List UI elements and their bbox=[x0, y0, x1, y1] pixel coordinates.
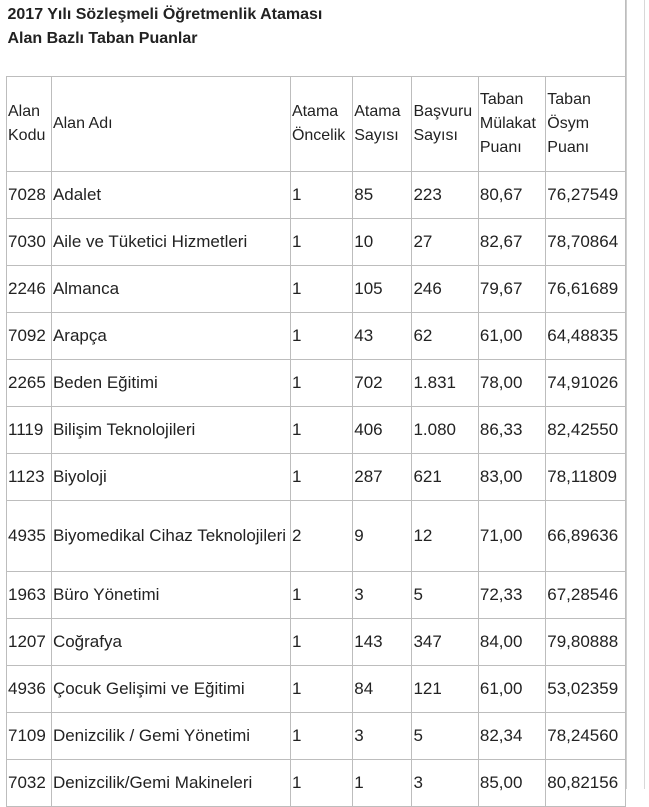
table-row bbox=[7, 407, 626, 454]
cell-count: 43 bbox=[353, 313, 412, 360]
cell-osym: 78,70864 bbox=[546, 219, 626, 266]
cell-code: 4936 bbox=[7, 666, 52, 713]
cell-count: 287 bbox=[353, 454, 412, 501]
cell-name: Bilişim Teknolojileri bbox=[51, 407, 290, 454]
caption-line-1: 2017 Yılı Sözleşmeli Öğretmenlik Ataması bbox=[7, 6, 323, 23]
cell-count: 10 bbox=[353, 219, 412, 266]
cell-priority: 1 bbox=[290, 666, 352, 713]
cell-priority: 1 bbox=[290, 172, 352, 219]
cell-count: 9 bbox=[353, 501, 412, 572]
header-taban-osym-puani: Taban Ösym Puanı bbox=[546, 77, 626, 172]
table-row bbox=[7, 172, 626, 219]
cell-count: 3 bbox=[353, 713, 412, 760]
cell-code: 2265 bbox=[7, 360, 52, 407]
cell-code: 1963 bbox=[7, 572, 52, 619]
cell-osym: 76,61689 bbox=[546, 266, 626, 313]
cell-interview: 83,00 bbox=[478, 454, 545, 501]
table-row bbox=[7, 760, 626, 807]
cell-count: 406 bbox=[353, 407, 412, 454]
cell-interview: 80,67 bbox=[478, 172, 545, 219]
cell-applications: 621 bbox=[412, 454, 478, 501]
cell-count: 105 bbox=[353, 266, 412, 313]
cell-priority: 1 bbox=[290, 266, 352, 313]
cell-priority: 1 bbox=[290, 619, 352, 666]
cell-name: Denizcilik / Gemi Yönetimi bbox=[51, 713, 290, 760]
cell-code: 4935 bbox=[7, 501, 52, 572]
right-gutter bbox=[627, 0, 649, 789]
cell-applications: 3 bbox=[412, 760, 478, 807]
table-row bbox=[7, 713, 626, 760]
table-row bbox=[7, 572, 626, 619]
cell-code: 2246 bbox=[7, 266, 52, 313]
header-atama-sayisi: Atama Sayısı bbox=[353, 77, 412, 172]
cell-priority: 1 bbox=[290, 572, 352, 619]
header-alan-kodu: Alan Kodu bbox=[7, 77, 52, 172]
scrollbar-track[interactable] bbox=[644, 0, 645, 789]
cell-osym: 82,42550 bbox=[546, 407, 626, 454]
cell-code: 7030 bbox=[7, 219, 52, 266]
table-caption bbox=[7, 0, 626, 77]
cell-name: Çocuk Gelişimi ve Eğitimi bbox=[51, 666, 290, 713]
cell-applications: 1.080 bbox=[412, 407, 478, 454]
cell-name: Büro Yönetimi bbox=[51, 572, 290, 619]
cell-priority: 1 bbox=[290, 219, 352, 266]
cell-count: 3 bbox=[353, 572, 412, 619]
cell-interview: 79,67 bbox=[478, 266, 545, 313]
cell-osym: 53,02359 bbox=[546, 666, 626, 713]
cell-interview: 61,00 bbox=[478, 313, 545, 360]
cell-applications: 12 bbox=[412, 501, 478, 572]
cell-applications: 5 bbox=[412, 572, 478, 619]
cell-osym: 64,48835 bbox=[546, 313, 626, 360]
cell-code: 1119 bbox=[7, 407, 52, 454]
cell-count: 84 bbox=[353, 666, 412, 713]
cell-interview: 84,00 bbox=[478, 619, 545, 666]
cell-applications: 347 bbox=[412, 619, 478, 666]
cell-applications: 62 bbox=[412, 313, 478, 360]
cell-code: 1207 bbox=[7, 619, 52, 666]
cell-priority: 1 bbox=[290, 713, 352, 760]
cell-priority: 1 bbox=[290, 313, 352, 360]
cell-applications: 121 bbox=[412, 666, 478, 713]
cell-count: 702 bbox=[353, 360, 412, 407]
header-atama-oncelik: Atama Öncelik bbox=[290, 77, 352, 172]
cell-applications: 1.831 bbox=[412, 360, 478, 407]
cell-priority: 1 bbox=[290, 454, 352, 501]
cell-applications: 5 bbox=[412, 713, 478, 760]
cell-name: Biyomedikal Cihaz Teknolojileri bbox=[51, 501, 290, 572]
table-row bbox=[7, 666, 626, 713]
table-row bbox=[7, 266, 626, 313]
cell-code: 7092 bbox=[7, 313, 52, 360]
table-row bbox=[7, 454, 626, 501]
table-row bbox=[7, 501, 626, 572]
cell-osym: 66,89636 bbox=[546, 501, 626, 572]
cell-count: 85 bbox=[353, 172, 412, 219]
cell-priority: 1 bbox=[290, 760, 352, 807]
cell-code: 7109 bbox=[7, 713, 52, 760]
cell-interview: 85,00 bbox=[478, 760, 545, 807]
cell-osym: 76,27549 bbox=[546, 172, 626, 219]
cell-name: Almanca bbox=[51, 266, 290, 313]
cell-applications: 246 bbox=[412, 266, 478, 313]
cell-priority: 1 bbox=[290, 407, 352, 454]
cell-applications: 223 bbox=[412, 172, 478, 219]
score-table bbox=[6, 0, 626, 807]
cell-name: Adalet bbox=[51, 172, 290, 219]
cell-interview: 86,33 bbox=[478, 407, 545, 454]
caption-line-2: Alan Bazlı Taban Puanlar bbox=[7, 30, 198, 47]
cell-osym: 74,91026 bbox=[546, 360, 626, 407]
cell-name: Biyoloji bbox=[51, 454, 290, 501]
cell-osym: 79,80888 bbox=[546, 619, 626, 666]
cell-name: Aile ve Tüketici Hizmetleri bbox=[51, 219, 290, 266]
cell-count: 143 bbox=[353, 619, 412, 666]
header-alan-adi: Alan Adı bbox=[51, 77, 290, 172]
cell-name: Denizcilik/Gemi Makineleri bbox=[51, 760, 290, 807]
cell-priority: 2 bbox=[290, 501, 352, 572]
cell-interview: 71,00 bbox=[478, 501, 545, 572]
header-taban-mulakat-puani: Taban Mülakat Puanı bbox=[478, 77, 545, 172]
cell-osym: 78,24560 bbox=[546, 713, 626, 760]
cell-interview: 61,00 bbox=[478, 666, 545, 713]
header-row bbox=[7, 77, 626, 172]
cell-interview: 82,67 bbox=[478, 219, 545, 266]
caption-row bbox=[7, 0, 626, 77]
cell-applications: 27 bbox=[412, 219, 478, 266]
cell-name: Beden Eğitimi bbox=[51, 360, 290, 407]
table-row bbox=[7, 360, 626, 407]
cell-name: Coğrafya bbox=[51, 619, 290, 666]
table-row bbox=[7, 219, 626, 266]
cell-code: 1123 bbox=[7, 454, 52, 501]
cell-code: 7028 bbox=[7, 172, 52, 219]
cell-osym: 78,11809 bbox=[546, 454, 626, 501]
cell-count: 1 bbox=[353, 760, 412, 807]
cell-interview: 78,00 bbox=[478, 360, 545, 407]
table-row bbox=[7, 313, 626, 360]
cell-priority: 1 bbox=[290, 360, 352, 407]
cell-interview: 82,34 bbox=[478, 713, 545, 760]
header-basvuru-sayisi: Başvuru Sayısı bbox=[412, 77, 478, 172]
cell-osym: 67,28546 bbox=[546, 572, 626, 619]
cell-interview: 72,33 bbox=[478, 572, 545, 619]
table-row bbox=[7, 619, 626, 666]
cell-code: 7032 bbox=[7, 760, 52, 807]
cell-osym: 80,82156 bbox=[546, 760, 626, 807]
cell-name: Arapça bbox=[51, 313, 290, 360]
